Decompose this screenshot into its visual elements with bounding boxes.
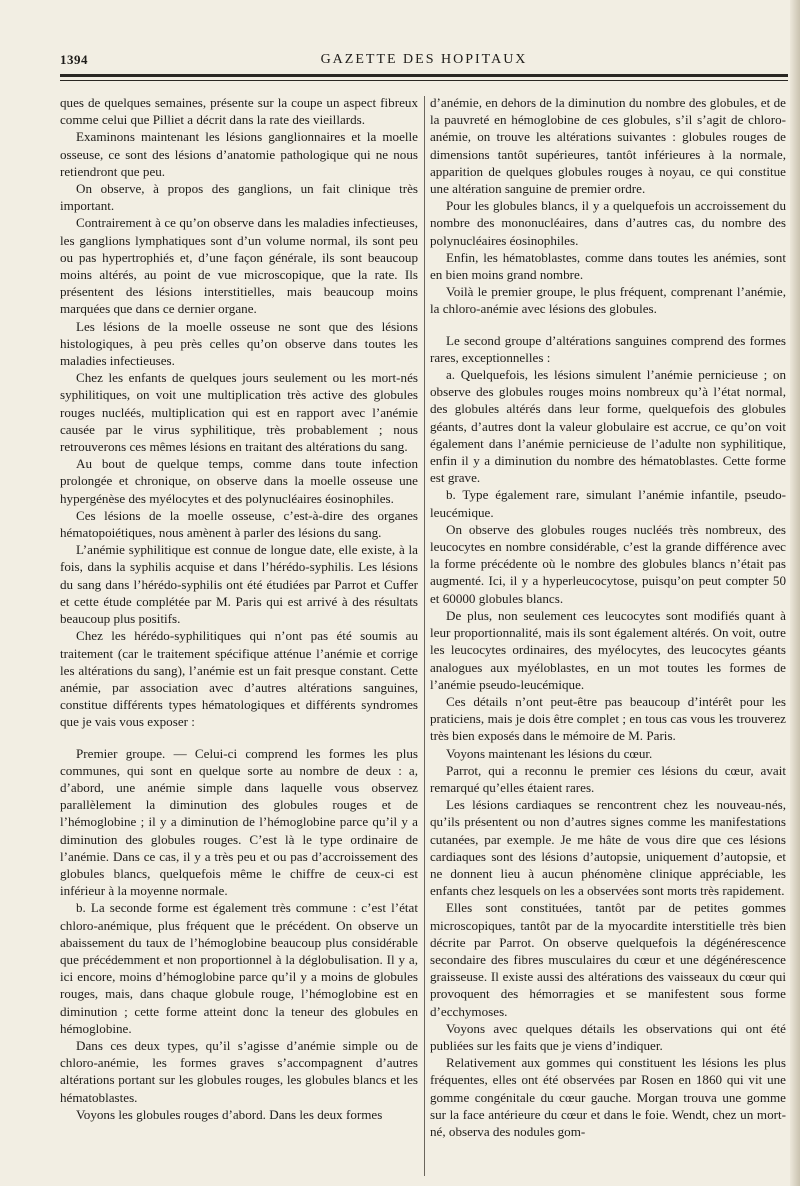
paragraph: Dans ces deux types, qu’il s’agisse d’anémie simple ou de chloro-anémie, les formes graves s’accompagnent d’autres altérations portant sur les globules rouges, les globules blancs et les hématoblastes. — [60, 1037, 418, 1105]
paragraph: b. La seconde forme est également très commune : c’est l’état chloro-anémique, plus fréquent que le précédent. On observe un abaissement du taux de l’hémoglobine beaucoup plus considérable que précédemment et non proportionnel à la déglobulisation. Il y a, ici encore, moins d’hémoglobine parce qu’il y a moins de globules rouges, mais, dans chaque globule rouge, l’hémoglobine est en diminution ; cette forme atteint donc la teneur des globules en hémoglobine. — [60, 900, 418, 1036]
header-rule-thick — [60, 74, 788, 77]
paragraph: On observe, à propos des ganglions, un fait clinique très important. — [60, 181, 418, 214]
left-column — [60, 94, 418, 1123]
paragraph: Chez les enfants de quelques jours seulement ou les mort-nés syphilitiques, on voit une multiplication très active des globules rouges nucléés, multiplication qui est en rapport avec l’anémie causée par le virus syphilitique, très probablement ; nous retrouverons ces mêmes lésions en traitant des altérations du sang. — [60, 370, 418, 455]
paragraph: Le second groupe d’altérations sanguines comprend des formes rares, exceptionnelles : — [430, 332, 786, 365]
paragraph: Ces détails n’ont peut-être pas beaucoup d’intérêt pour les praticiens, mais je dois être complet ; en tous cas vous les trouverez très bien exposés dans le mémoire de M. Paris. — [430, 693, 786, 744]
paragraph: Les lésions de la moelle osseuse ne sont que des lésions histologiques, à peu près celles qu’on observe dans toutes les maladies infectieuses. — [60, 318, 418, 369]
page-header — [60, 48, 788, 70]
paragraph: Voilà le premier groupe, le plus fréquent, comprenant l’anémie, la chloro-anémie avec lésions des globules. — [430, 284, 786, 317]
paragraph: Voyons avec quelques détails les observations qui ont été publiées sur les faits que je viens d’indiquer. — [430, 1020, 786, 1053]
paragraph: d’anémie, en dehors de la diminution du nombre des globules, et de la pauvreté en hémoglobine de ces globules, s’il s’agit de chloro-anémie, on trouve les altérations suivantes : globules rouges de dimensions tantôt supérieures, tantôt inférieures à la normale, apparition de quelques globules rouges à noyau, ce qui constitue une altération sanguine de premier ordre. — [430, 95, 786, 197]
page-edge — [790, 0, 800, 1186]
paragraph: Relativement aux gommes qui constituent les lésions les plus fréquentes, elles ont été observées par Rosen en 1860 qui vit une gomme congénitale du cœur gauche. Morgan trouva une gomme sur la face antérieure du cœur et dans le foie. Wendt, chez un mort-né, observa des nodules gom- — [430, 1055, 786, 1139]
paragraph: Enfin, les hématoblastes, comme dans toutes les anémies, sont en bien moins grand nombre. — [430, 249, 786, 283]
paragraph: Parrot, qui a reconnu le premier ces lésions du cœur, avait remarqué qu’elles étaient rares. — [430, 762, 786, 795]
column-divider — [424, 96, 425, 1176]
paragraph: De plus, non seulement ces leucocytes sont modifiés quant à leur proportionnalité, mais ils sont également altérés. On voit, outre les leucocytes ordinaires, des myélocytes, des leucocytes géants analogues aux myéloblastes, en un mot toutes les formes de l’anémie pseudo-leucémique. — [430, 607, 786, 692]
paragraph: ques de quelques semaines, présente sur la coupe un aspect fibreux comme celui que Pilliet a décrit dans la rate des vieillards. — [60, 95, 418, 128]
page-number: 1394 — [60, 52, 88, 67]
paragraph: a. Quelquefois, les lésions simulent l’anémie pernicieuse ; on observe des globules rouges moins nombreux qu’à l’état normal, des globules altérés dans leur forme, quelquefois des globules géants, d’autres dont la valeur globulaire est accrue, ce qu’on voit également dans l’anémie pernicieuse de l’adulte non syphilitique, enfin il y a diminution du nombre des hématoblastes. Cette forme est grave. — [430, 367, 786, 486]
paragraph: Examinons maintenant les lésions ganglionnaires et la moelle osseuse, ce sont des lésions d’anatomie pathologique qui ne nous retiendront que peu. — [60, 129, 418, 179]
right-column — [430, 94, 786, 1140]
paragraph: Ces lésions de la moelle osseuse, c’est-à-dire des organes hématopoiétiques, nous amènent à parler des lésions du sang. — [60, 507, 418, 541]
paragraph: Au bout de quelque temps, comme dans toute infection prolongée et chronique, on observe dans la moelle osseuse une hypergénèse des myélocytes et des polynucléaires éosinophiles. — [60, 456, 418, 506]
paragraph: Les lésions cardiaques se rencontrent chez les nouveau-nés, qu’ils présentent ou non d’autres signes comme les manifestations cutanées, par exemple. Je me hâte de vous dire que ces lésions cardiaques sont des lésions d’autopsie, uniquement d’autopsie, et ne donnent lieu à aucun phénomène clinique appréciable, les enfants chez lesquels on les a observées sont morts très rapidement. — [430, 797, 786, 899]
paragraph: L’anémie syphilitique est connue de longue date, elle existe, à la fois, dans la syphilis acquise et dans l’hérédo-syphilis. Les lésions du sang dans l’hérédo-syphilis ont été étudiées par Parrot et Cuffer et cette étude complétée par M. Paris qui est arrivé à des résultats beaucoup plus positifs. — [60, 542, 418, 627]
paragraph: Chez les hérédo-syphilitiques qui n’ont pas été soumis au traitement (car le traitement spécifique atténue l’anémie et corrige les altérations du sang), l’anémie est un fait presque constant. Cette anémie, par association avec d’autres altérations sanguines, constitue différents types hématologiques et différents syndromes que je vais vous exposer : — [60, 628, 418, 730]
paragraph: Contrairement à ce qu’on observe dans les maladies infectieuses, les ganglions lymphatiques sont d’un volume normal, ils sont peu ou pas hypertrophiés et, d’une façon générale, ils sont beaucoup moins altérés, au point de vue microscopique, que la rate. Ils présentent des lésions interstitielles, mais beaucoup moins marquées que dans ce dernier organe. — [60, 215, 418, 317]
paragraph: Elles sont constituées, tantôt par de petites gommes microscopiques, tantôt par de la myocardite interstitielle très bien décrite par Parrot. On observe quelquefois la dégénérescence secondaire des fibres musculaires du cœur et une dégénérescence graisseuse. Il existe aussi des altérations des vaisseaux du cœur qui provoquent des hémorragies et se manifestent sous forme d’ecchymoses. — [430, 900, 786, 1019]
paragraph: Premier groupe. — Celui-ci comprend les formes les plus communes, qui sont en quelque sorte au nombre de deux : a, d’abord, une anémie simple dans laquelle vous observez parallèlement la diminution des globules rouges et de l’hémoglobine ; il y a diminution de l’hémoglobine parce qu’il y a diminution des globules rouges. C’est là le type ordinaire de l’anémie. Dans ce cas, il y a très peu et ou pas d’accroissement des globules blancs, quelquefois même le chiffre de ceux-ci est inférieur à la moyenne normale. — [60, 745, 418, 899]
paragraph: b. Type également rare, simulant l’anémie infantile, pseudo-leucémique. — [430, 487, 786, 520]
paragraph: On observe des globules rouges nucléés très nombreux, des leucocytes en nombre considérable, c’est la grande différence avec la forme précédente où le nombre des globules blancs n’était pas augmenté. Ici, il y a hyperleucocytose, puisqu’on peut compter 50 et 60000 globules blancs. — [430, 521, 786, 606]
running-title: GAZETTE DES HOPITAUX — [320, 52, 528, 67]
paragraph: Pour les globules blancs, il y a quelquefois un accroissement du nombre des mononucléaires, dans d’autres cas, du nombre des polynucléaires éosinophiles. — [430, 198, 786, 248]
paragraph: Voyons les globules rouges d’abord. Dans les deux formes — [76, 1106, 383, 1122]
paragraph: Voyons maintenant les lésions du cœur. — [446, 745, 653, 761]
header-rule-thin — [60, 80, 788, 81]
